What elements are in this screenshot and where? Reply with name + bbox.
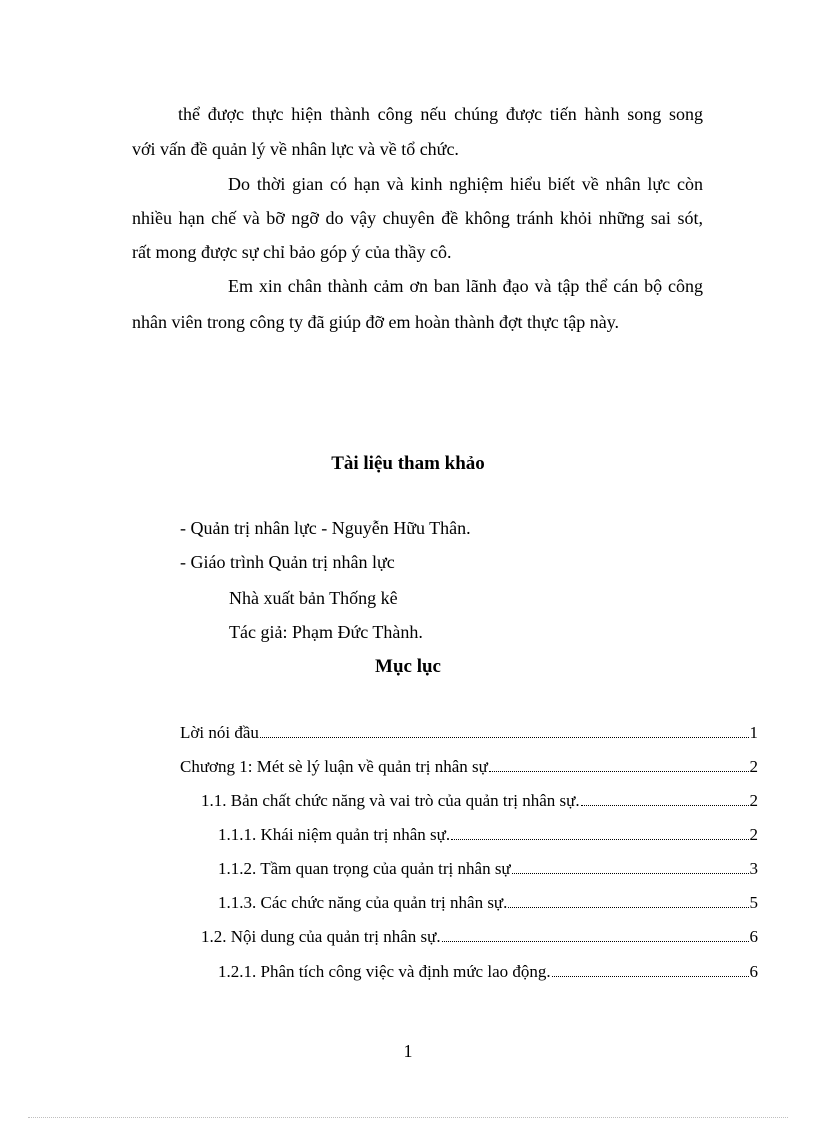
toc-entry-page: 6 [749, 927, 758, 946]
toc-entry-page: 1 [749, 723, 758, 742]
toc-leader-dots [512, 859, 749, 874]
toc-entry[interactable] [218, 825, 758, 845]
toc-entry[interactable] [218, 962, 758, 982]
toc-leader-dots [451, 825, 748, 840]
reference-publisher: Nhà xuất bản Thống kê [229, 588, 398, 608]
toc-title: Mục lục [375, 656, 441, 677]
toc-entry-page: 5 [749, 893, 758, 912]
toc-leader-dots [260, 723, 749, 738]
toc-entry[interactable] [218, 859, 758, 879]
toc-leader-dots [508, 893, 748, 908]
toc-entry[interactable] [218, 893, 758, 913]
toc-entry[interactable] [180, 757, 758, 777]
toc-entry-page: 6 [749, 962, 758, 981]
body-line-5: rất mong được sự chỉ bảo góp ý của thầy cô. [132, 242, 452, 262]
page-number: 1 [403, 1041, 413, 1061]
toc-leader-dots [442, 927, 749, 942]
references-title: Tài liệu tham khảo [331, 453, 485, 474]
toc-leader-dots [489, 757, 749, 772]
toc-entry-label: 1.1. Bản chất chức năng và vai trò của quản trị nhân sự. [201, 791, 580, 810]
toc-entry[interactable] [180, 723, 758, 743]
toc-entry-label: Chương 1: Mét sè lý luận về quản trị nhân sự [180, 757, 488, 776]
body-line-2: với vấn đề quản lý về nhân lực và về tổ chức. [132, 139, 459, 159]
body-line-1: thể được thực hiện thành công nếu chúng được tiến hành song song [178, 104, 703, 124]
toc-entry-label: 1.1.2. Tầm quan trọng của quản trị nhân sự [218, 859, 511, 878]
reference-item: - Giáo trình Quản trị nhân lực [180, 552, 395, 572]
body-line-7: nhân viên trong công ty đã giúp đỡ em hoàn thành đợt thực tập này. [132, 312, 620, 332]
toc-entry-page: 2 [749, 757, 758, 776]
toc-leader-dots [552, 962, 749, 977]
toc-entry-label: 1.1.3. Các chức năng của quản trị nhân sự. [218, 893, 508, 912]
toc-entry[interactable] [201, 791, 758, 811]
body-line-4: nhiều hạn chế và bỡ ngỡ do vậy chuyên đề không tránh khỏi những sai sót, [132, 208, 703, 228]
body-line-6: Em xin chân thành cảm ơn ban lãnh đạo và tập thể cán bộ công [228, 276, 703, 296]
toc-entry-label: 1.2.1. Phân tích công việc và định mức lao động. [218, 962, 551, 981]
toc-entry-label: 1.1.1. Khái niệm quản trị nhân sự. [218, 825, 451, 844]
toc-entry-label: 1.2. Nội dung của quản trị nhân sự. [201, 927, 441, 946]
toc-entry[interactable] [201, 927, 758, 947]
toc-entry-label: Lời nói đầu [180, 723, 259, 742]
toc-entry-page: 2 [749, 825, 758, 844]
reference-author: Tác giả: Phạm Đức Thành. [229, 622, 423, 642]
body-line-3: Do thời gian có hạn và kinh nghiệm hiểu biết về nhân lực còn [228, 174, 703, 194]
reference-item: - Quản trị nhân lực - Nguyễn Hữu Thân. [180, 518, 471, 538]
page-bottom-divider [28, 1117, 788, 1118]
toc-entry-page: 3 [749, 859, 758, 878]
toc-leader-dots [581, 791, 749, 806]
toc-entry-page: 2 [749, 791, 758, 810]
